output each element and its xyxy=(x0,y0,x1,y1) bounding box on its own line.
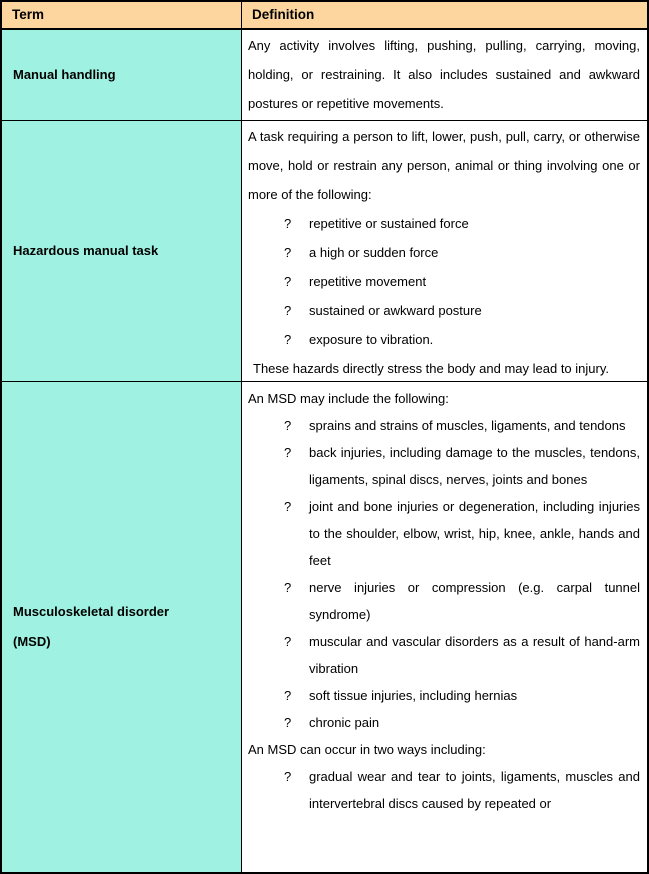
bullet-item xyxy=(248,238,640,267)
bullet-item xyxy=(248,628,640,682)
term-label-line1: Musculoskeletal disorder xyxy=(13,604,170,619)
term-label: Hazardous manual task xyxy=(13,243,159,258)
definition-cell-hazardous-manual-task xyxy=(242,121,647,382)
bullet-item xyxy=(248,296,640,325)
bullet-glyph: ? xyxy=(284,216,292,231)
bullet-item xyxy=(248,267,640,296)
definition-cell-manual-handling xyxy=(242,30,647,121)
bullet-text: joint and bone injuries or degeneration, including injuries to the shoulder, elbow, wrist, hip, knee, ankle, hands and feet xyxy=(309,499,640,568)
term-label-line2: (MSD) xyxy=(13,634,51,649)
column-header-term: Term xyxy=(2,2,242,30)
bullet-item xyxy=(248,574,640,628)
definition-cell-msd xyxy=(242,382,647,872)
bullet-text: soft tissue injuries, including hernias xyxy=(309,688,518,703)
definition-intro-2: An MSD can occur in two ways including: xyxy=(248,742,486,757)
bullet-glyph: ? xyxy=(284,245,292,260)
bullet-glyph: ? xyxy=(284,634,292,649)
msd-occur-bullet-list xyxy=(248,763,640,817)
bullet-text: muscular and vascular disorders as a result of hand-arm vibration xyxy=(309,634,640,676)
bullet-glyph: ? xyxy=(284,499,292,514)
bullet-text: repetitive or sustained force xyxy=(309,216,469,231)
term-cell-msd xyxy=(2,382,242,872)
bullet-glyph: ? xyxy=(284,769,292,784)
bullet-item xyxy=(248,709,640,736)
term-cell-manual-handling xyxy=(2,30,242,121)
bullet-text: repetitive movement xyxy=(309,274,427,289)
definition-paragraph: Any activity involves lifting, pushing, pulling, carrying, moving, holding, or restraining. It also includes sustained and awkward postures or repetitive movements. xyxy=(248,38,640,111)
term-label: Manual handling xyxy=(13,67,116,82)
bullet-item xyxy=(248,325,640,354)
bullet-item xyxy=(248,682,640,709)
definition-intro: An MSD may include the following: xyxy=(248,391,449,406)
bullet-glyph: ? xyxy=(284,580,292,595)
bullet-glyph: ? xyxy=(284,274,292,289)
bullet-text: sprains and strains of muscles, ligaments, and tendons xyxy=(309,418,626,433)
bullet-item xyxy=(248,493,640,574)
bullet-item xyxy=(248,412,640,439)
bullet-glyph: ? xyxy=(284,715,292,730)
definition-intro: A task requiring a person to lift, lower, push, pull, carry, or otherwise move, hold or restrain any person, animal or thing involving one or more of the following: xyxy=(248,129,640,202)
bullet-text: sustained or awkward posture xyxy=(309,303,482,318)
bullet-glyph: ? xyxy=(284,445,292,460)
bullet-glyph: ? xyxy=(284,332,292,347)
bullet-glyph: ? xyxy=(284,688,292,703)
bullet-text: exposure to vibration. xyxy=(309,332,434,347)
hazard-bullet-list xyxy=(248,209,640,354)
term-cell-hazardous-manual-task xyxy=(2,121,242,382)
column-header-definition: Definition xyxy=(242,2,647,30)
bullet-item xyxy=(248,209,640,238)
bullet-item xyxy=(248,439,640,493)
bullet-text: a high or sudden force xyxy=(309,245,439,260)
msd-include-bullet-list xyxy=(248,412,640,736)
definition-outro: These hazards directly stress the body and may lead to injury. xyxy=(253,361,609,376)
bullet-text: nerve injuries or compression (e.g. carpal tunnel syndrome) xyxy=(309,580,640,622)
bullet-glyph: ? xyxy=(284,418,292,433)
bullet-text: back injuries, including damage to the muscles, tendons, ligaments, spinal discs, nerves, joints and bones xyxy=(309,445,640,487)
bullet-item xyxy=(248,763,640,817)
bullet-text: gradual wear and tear to joints, ligaments, muscles and intervertebral discs caused by repeated or xyxy=(309,769,640,811)
bullet-text: chronic pain xyxy=(309,715,380,730)
bullet-glyph: ? xyxy=(284,303,292,318)
